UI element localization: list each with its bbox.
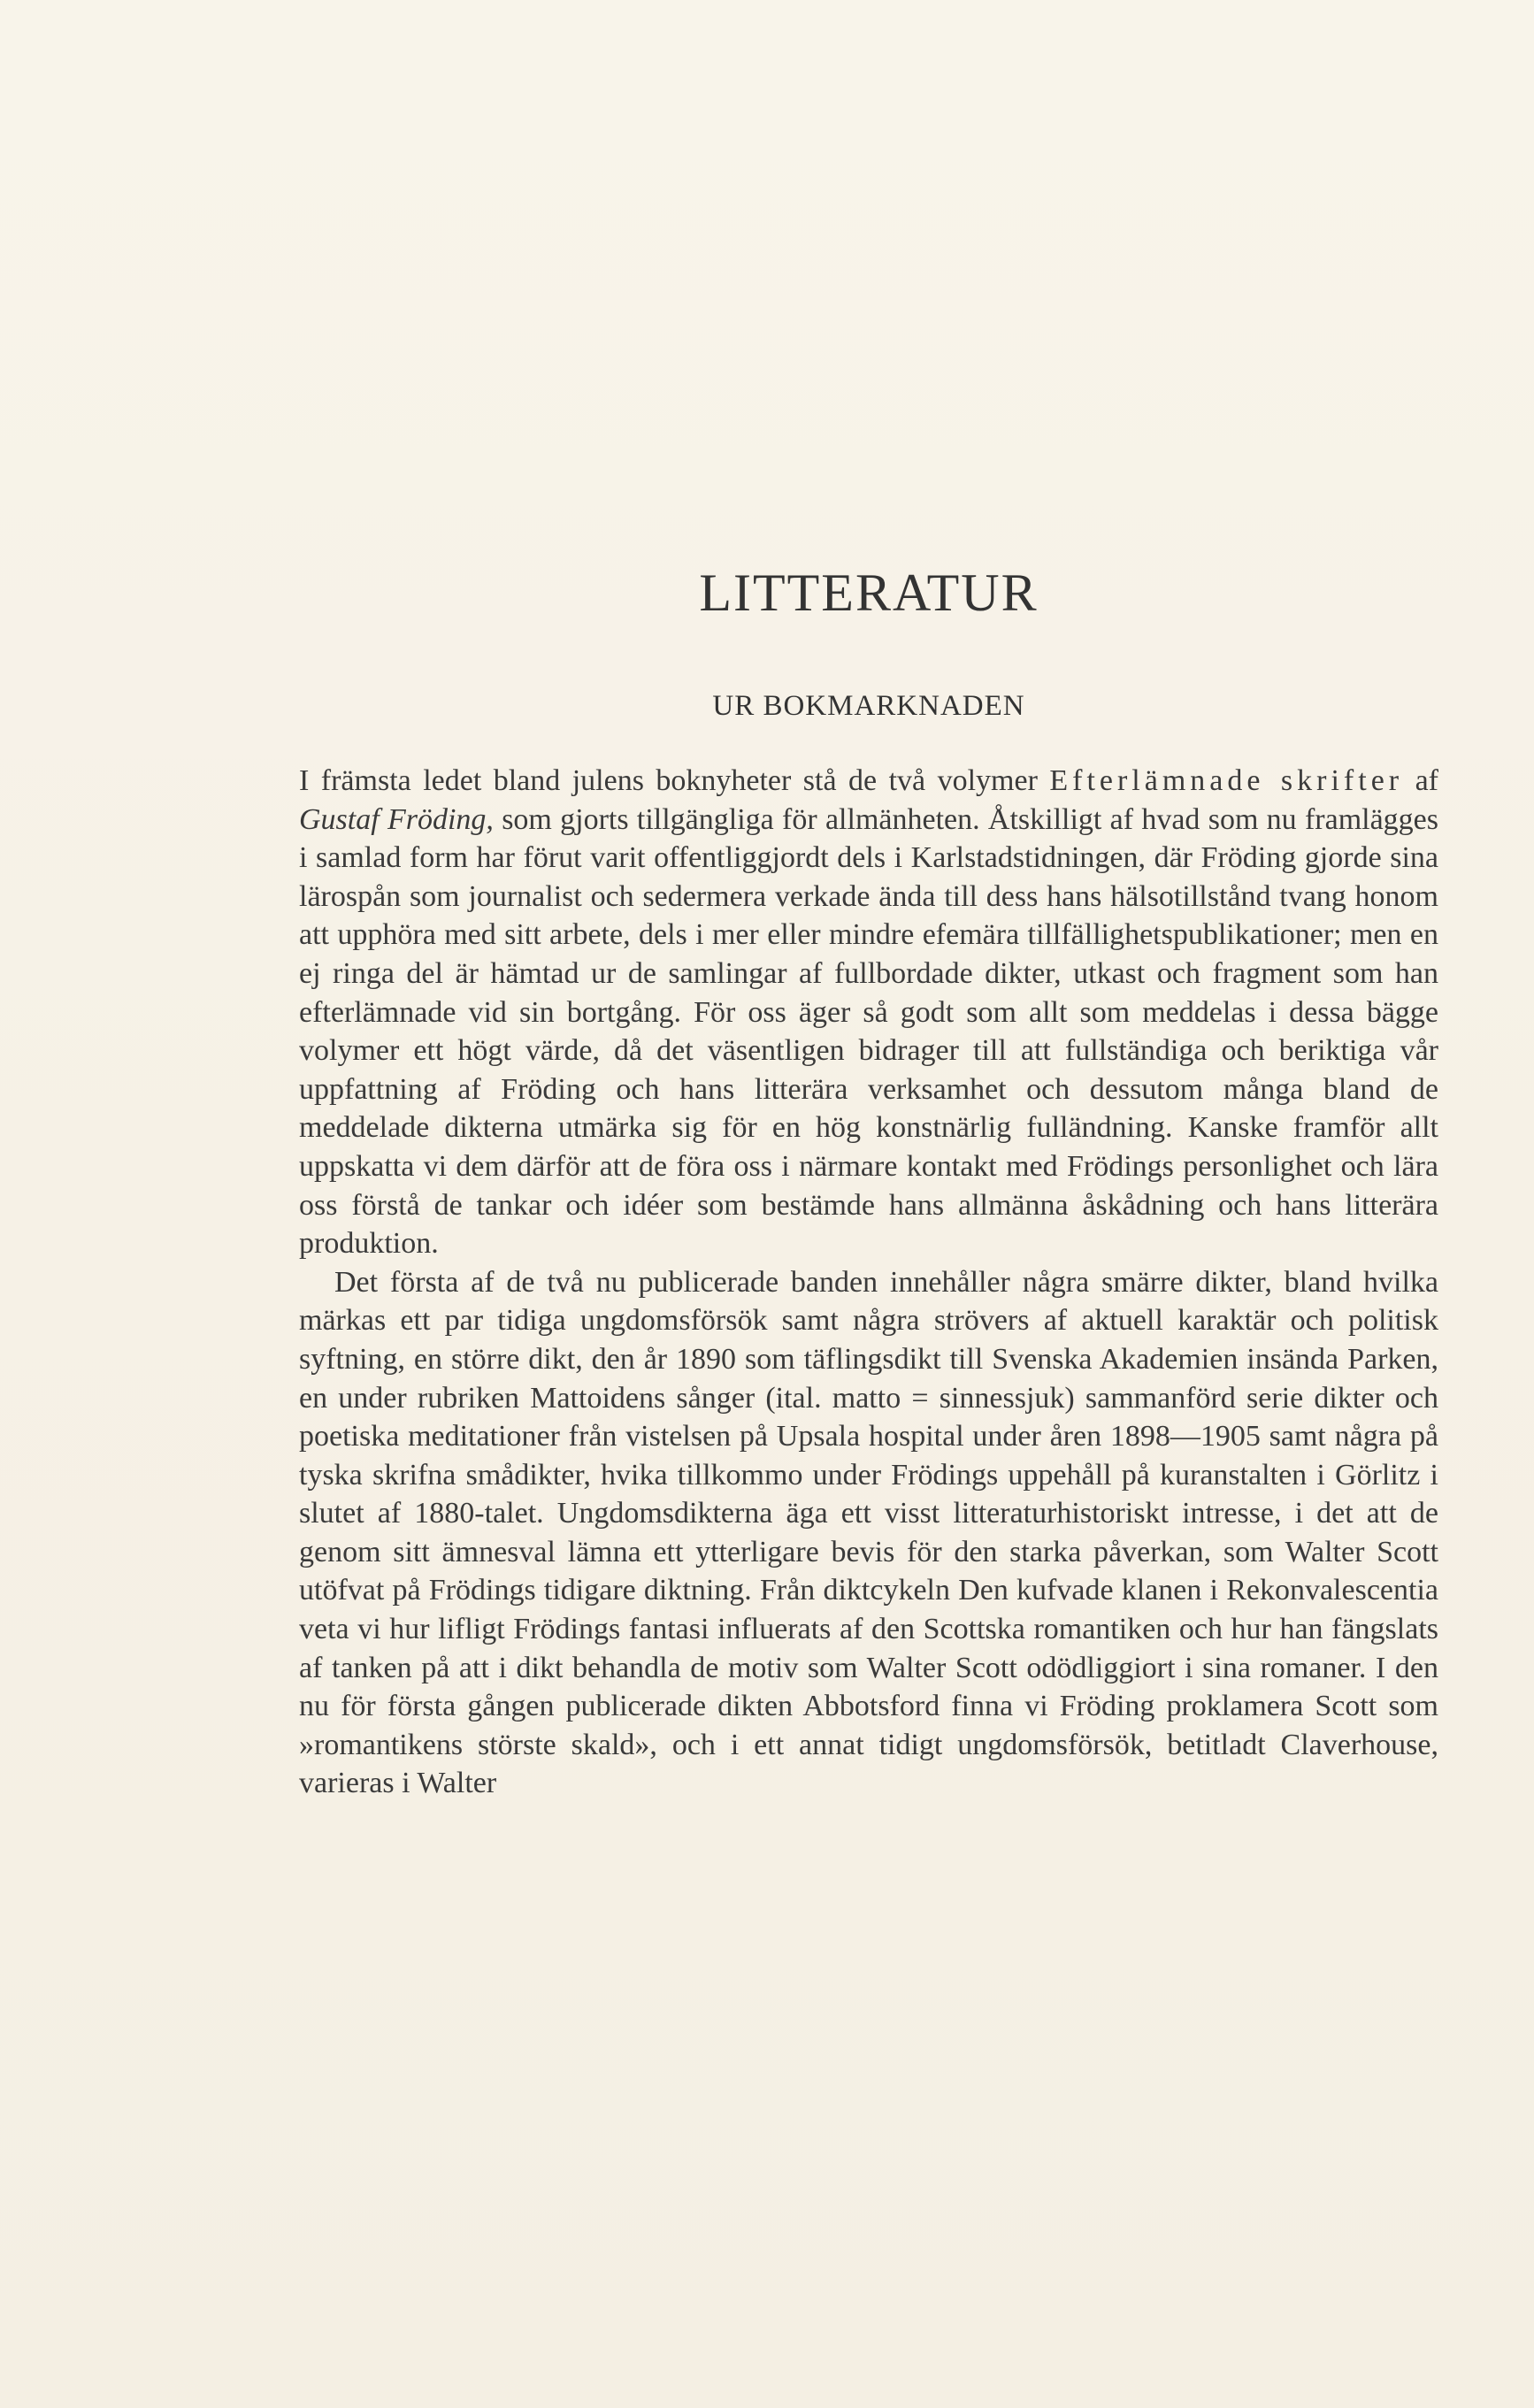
page-title: LITTERATUR [699,564,1039,622]
paragraph-1-rest: som gjorts tillgängliga för allmänheten. Åtskilligt af hvad som nu framlägges i samlad form har förut varit offentliggjordt dels i Karlstadstidningen, där Fröding gjorde sina lärospån som journalist och sedermera verkade ända till dess hans hälsotillstånd tvang honom att upphöra med sitt arbete, dels i mer eller mindre efemära tillfällighetspublikationer; men en ej ringa del är hämtad ur de samlingar af fullbordade dikter, utkast och fragment som han efterlämnade vid sin bortgång. För oss äger så godt som allt som meddelas i dessa bägge volymer ett högt värde, då det väsentligen bidrager till att fullständiga och beriktiga vår uppfattning af Fröding och hans litterära verksamhet och dessutom många bland de meddelade dikterna utmärka sig för en hög konstnärlig fulländning. Kanske framför allt uppskatta vi dem därför att de föra oss i närmare kontakt med Frödings personlighet och lära oss förstå de tankar och idéer som bestämde hans allmänna åskådning och hans litterära produktion. [299,802,1439,1261]
book-title: Efterlämnade skrifter [1049,764,1404,797]
author-name: Gustaf Fröding, [299,802,494,836]
article [299,566,1438,1803]
paragraph-1-af: af [1403,764,1438,797]
section-subtitle: UR BOKMARKNADEN [712,690,1025,722]
paragraph-2: Det första af de två nu publicerade banden innehåller några smärre dikter, bland hvilka märkas ett par tidiga ungdomsförsök samt några strövers af aktuell karaktär och politisk syftning, en större dikt, den år 1890 som täflingsdikt till Svenska Akademien insända Parken, en under rubriken Mattoidens sånger (ital. matto = sinnessjuk) sammanförd serie dikter och poetiska meditationer från vistelsen på Upsala hospital under åren 1898—1905 samt några på tyska skrifna smådikter, hvika tillkommo under Frödings uppehåll på kuranstalten i Görlitz i slutet af 1880-talet. Ungdomsdikterna äga ett visst litteraturhistoriskt intresse, i det att de genom sitt ämnesval lämna ett ytterligare bevis för den starka påverkan, som Walter Scott utöfvat på Frödings tidigare diktning. Från diktcykeln Den kufvade klanen i Rekonvalescentia veta vi hur lifligt Frödings fantasi influerats af den Scottska romantiken och hur han fängslats af tanken på att i dikt behandla de motiv som Walter Scott odödliggiort i sina romaner. I den nu för första gången publicerade dikten Abbotsford finna vi Fröding proklamera Scott som »romantikens störste skald», och i ett annat tidigt ungdomsförsök, betitladt Claverhouse, varieras i Walter [299,1265,1438,1800]
paragraph-1-intro: I främsta ledet bland julens boknyheter stå de två volymer [299,764,1050,797]
paragraph-1 [299,762,1438,1263]
article-body [299,762,1438,1803]
